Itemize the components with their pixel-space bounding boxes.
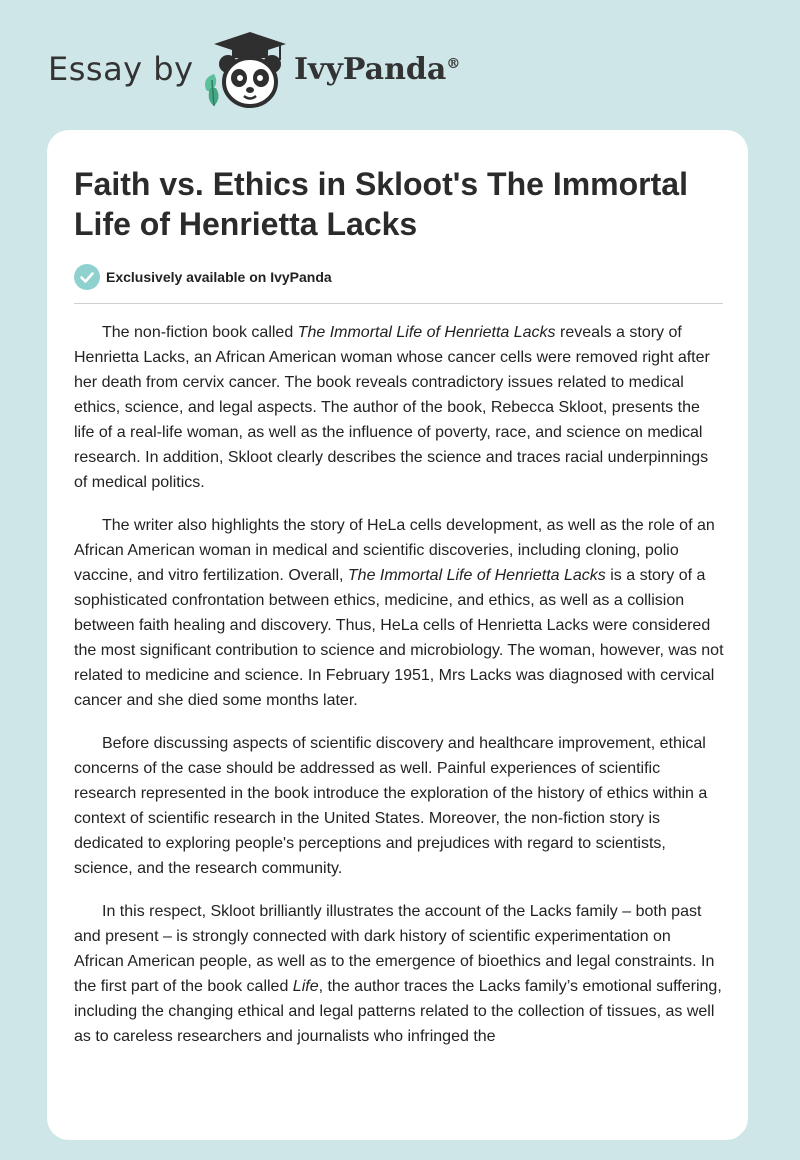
paragraph-text: The writer also highlights the story of HeLa cells development, as well as the role of an African American woman in medical and scientific discoveries, including cloning, polio vaccine, and vitro fertilization. Overall, — [74, 517, 715, 584]
paragraph-text: The non-fiction book called — [102, 324, 298, 341]
book-title-italic: Life — [292, 978, 319, 995]
check-circle-icon — [74, 264, 100, 290]
brand-name[interactable]: IvyPanda® — [294, 52, 461, 87]
essay-title: Faith vs. Ethics in Skloot's The Immortal Life of Henrietta Lacks — [74, 166, 688, 242]
book-title-italic: The Immortal Life of Henrietta Lacks — [297, 324, 556, 341]
book-title-italic: The Immortal Life of Henrietta Lacks — [347, 567, 606, 584]
registered-mark: ® — [446, 56, 461, 72]
essay-body — [74, 320, 724, 1067]
essay-card — [47, 130, 748, 1140]
paragraph-text: In this respect, Skloot brilliantly illustrates the account of the Lacks family – both past and present – is strongly connected with dark history of scientific experimentation on African American people, as well as to the emergence of bioethics and legal constraints. In the first part of the book called — [74, 903, 715, 995]
divider — [74, 303, 723, 304]
paragraph — [74, 513, 724, 713]
paragraph — [74, 899, 724, 1049]
paragraph-text: Before discussing aspects of scientific discovery and healthcare improvement, ethical concerns of the case should be addressed as well. Painful experiences of scientific research represented in the book introduce the exploration of the history of ethics within a context of scientific research in the United States. Moreover, the non-fiction story is dedicated to exploring people's perceptions and prejudices with regard to scientists, science, and the research community. — [74, 735, 708, 877]
panda-logo-icon[interactable] — [200, 30, 286, 110]
brand-prefix: Essay by — [48, 50, 194, 88]
paragraph — [74, 320, 724, 495]
paragraph-text: is a story of a sophisticated confrontation between ethics, medicine, and ethics, as well as a collision between faith healing and discovery. Thus, HeLa cells of Henrietta Lacks were considered the most significant contribution to science and microbiology. The woman, however, was not related to medicine and science. In February 1951, Mrs Lacks was diagnosed with cervical cancer and she died some months later. — [74, 567, 724, 709]
site-header — [0, 0, 800, 130]
badge-text: Exclusively available on IvyPanda — [106, 269, 332, 285]
paragraph-text: reveals a story of Henrietta Lacks, an African American woman whose cancer cells were removed right after her death from cervix cancer. The book reveals contradictory issues related to medical ethics, science, and legal aspects. The author of the book, Rebecca Skloot, presents the life of a real-life woman, as well as the influence of poverty, race, and science on medical research. In addition, Skloot clearly describes the science and traces racial underpinnings of medical politics. — [74, 324, 710, 491]
paragraph — [74, 731, 724, 881]
paragraph-text: , the author traces the Lacks family’s emotional suffering, including the changing ethical and legal patterns related to the collection of tissues, as well as to careless researchers and journalists who infringed the — [74, 978, 722, 1045]
